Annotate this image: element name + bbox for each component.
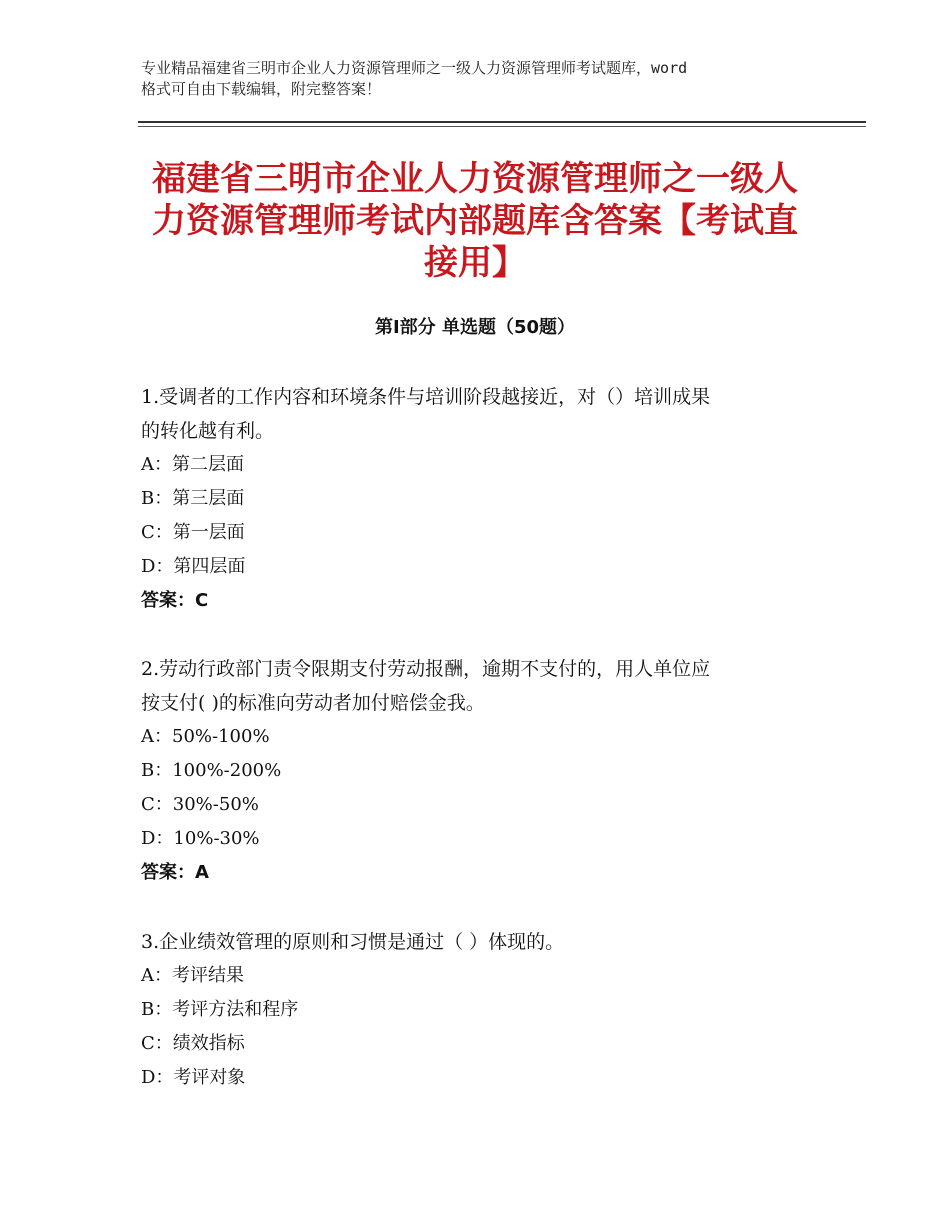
question-stem: 1.受调者的工作内容和环境条件与培训阶段越接近，对（）培训成果 (141, 386, 711, 408)
option-b: B：第三层面 (141, 488, 245, 509)
option-a: A：考评结果 (141, 965, 244, 986)
question-1 (141, 380, 821, 618)
answer-line: 答案：C (141, 590, 209, 611)
header-divider-thick (138, 121, 866, 123)
option-a: A：第二层面 (141, 454, 244, 475)
question-stem: 的转化越有利。 (141, 420, 275, 442)
question-stem: 2.劳动行政部门责令限期支付劳动报酬，逾期不支付的，用人单位应 (141, 658, 711, 680)
section-heading: 第Ⅰ部分 单选题（50题） (374, 317, 575, 338)
header-divider-thin (138, 126, 866, 127)
question-3 (141, 925, 821, 1095)
header-note (141, 58, 831, 100)
title-line: 接用】 (424, 243, 526, 283)
question-2 (141, 652, 821, 890)
option-b: B：考评方法和程序 (141, 999, 299, 1020)
option-c: C：第一层面 (141, 522, 245, 543)
option-d: D：考评对象 (141, 1067, 246, 1088)
option-c: C：绩效指标 (141, 1033, 245, 1054)
option-d: D：第四层面 (141, 556, 246, 577)
question-stem: 按支付( )的标准向劳动者加付赔偿金我。 (141, 692, 485, 714)
answer-line: 答案：A (141, 862, 209, 883)
option-b: B：100%-200% (141, 760, 282, 781)
question-stem: 3.企业绩效管理的原则和习惯是通过（ ）体现的。 (141, 931, 565, 953)
header-note-line: 专业精品福建省三明市企业人力资源管理师之一级人力资源管理师考试题库，word (141, 59, 688, 77)
option-d: D：10%-30% (141, 828, 260, 849)
title-line: 福建省三明市企业人力资源管理师之一级人 (152, 159, 798, 199)
option-c: C：30%-50% (141, 794, 259, 815)
option-a: A：50%-100% (141, 726, 270, 747)
document-title (138, 158, 812, 284)
header-note-line: 格式可自由下载编辑，附完整答案！ (141, 80, 382, 98)
title-line: 力资源管理师考试内部题库含答案【考试直 (152, 201, 798, 241)
